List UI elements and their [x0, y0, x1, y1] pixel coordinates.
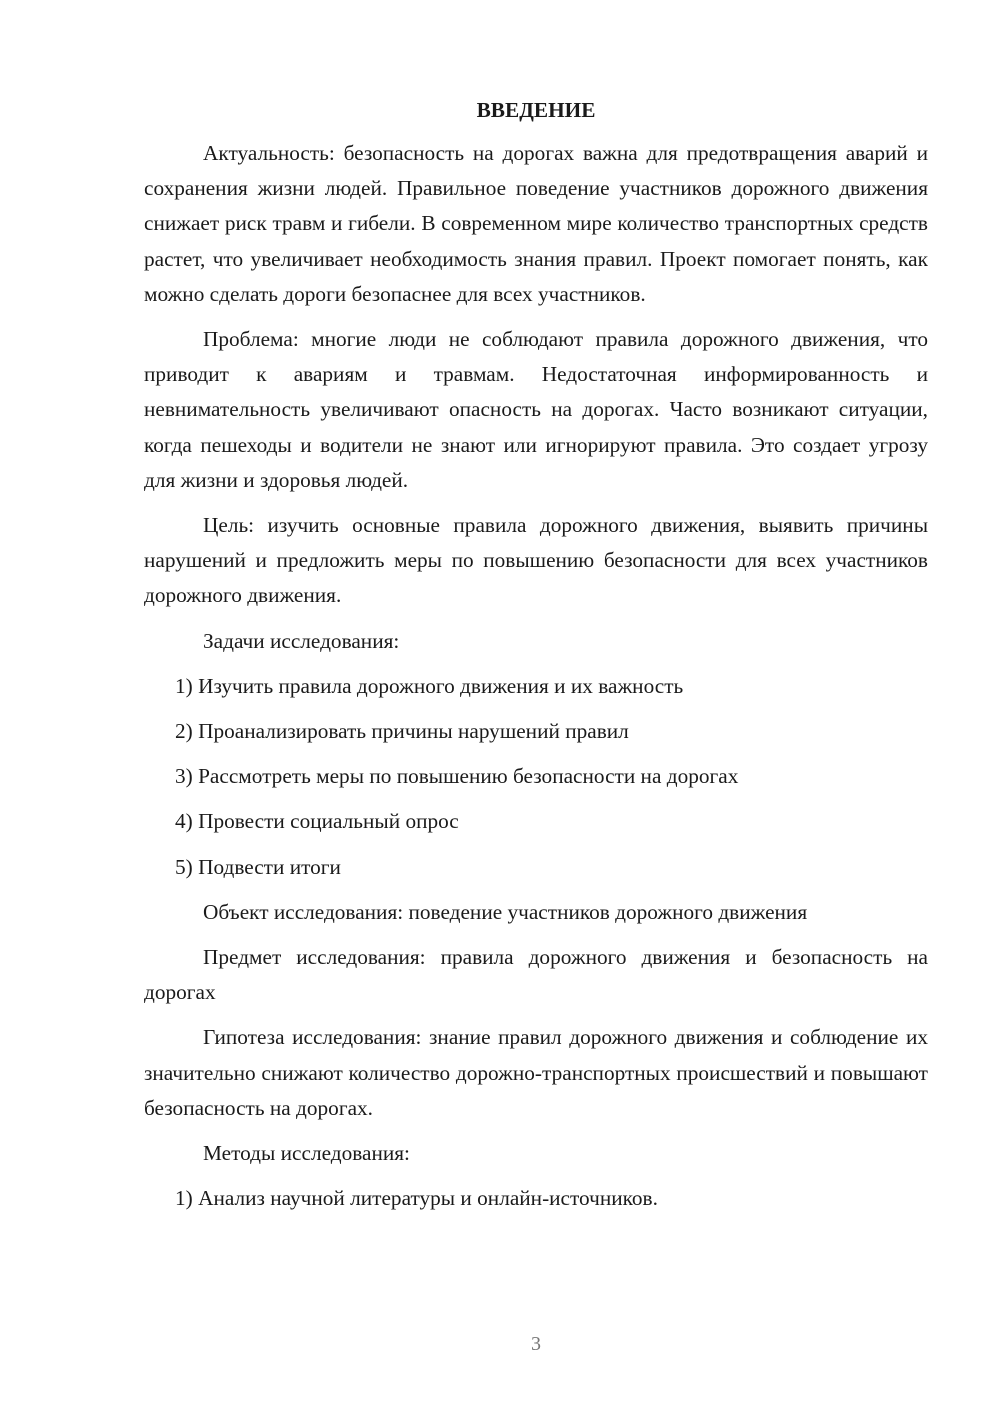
list-item: 1) Анализ научной литературы и онлайн-источников.: [175, 1186, 658, 1211]
list-item: 4) Провести социальный опрос: [175, 809, 459, 834]
paragraph-relevance: Актуальность: безопасность на дорогах важна для предотвращения аварий и сохранения жизни людей. Правильное поведение участников дорожного движения снижает риск травм и гибели. В современном мире количество транспортных средств растет, что увеличивает необходимость знания правил. Проект помогает понять, как можно сделать дороги безопаснее для всех участников.: [144, 141, 928, 306]
paragraph-object: Объект исследования: поведение участников дорожного движения: [203, 899, 808, 924]
document-page: [144, 93, 928, 1226]
tasks-list: [144, 669, 928, 885]
paragraph-goal: Цель: изучить основные правила дорожного движения, выявить причины нарушений и предложить меры по повышению безопасности для всех участников дорожного движения.: [144, 513, 928, 608]
list-item: 1) Изучить правила дорожного движения и их важность: [175, 673, 684, 698]
methods-heading: Методы исследования:: [203, 1141, 410, 1166]
paragraph-subject: Предмет исследования: правила дорожного движения и безопасность на дорогах: [144, 945, 928, 1005]
methods-list: [144, 1181, 928, 1216]
page-title: ВВЕДЕНИЕ: [476, 98, 596, 122]
page-number: 3: [531, 1333, 541, 1355]
paragraph-hypothesis: Гипотеза исследования: знание правил дорожного движения и соблюдение их значительно снижают количество дорожно-транспортных происшествий и повышают безопасность на дорогах.: [144, 1025, 928, 1120]
list-item: 2) Проанализировать причины нарушений правил: [175, 719, 629, 744]
list-item: 3) Рассмотреть меры по повышению безопасности на дорогах: [175, 764, 739, 789]
paragraph-problem: Проблема: многие люди не соблюдают правила дорожного движения, что приводит к авариям и травмам. Недостаточная информированность и невнимательность увеличивают опасность на дорогах. Часто возникают ситуации, когда пешеходы и водители не знают или игнорируют правила. Это создает угрозу для жизни и здоровья людей.: [144, 327, 928, 492]
list-item: 5) Подвести итоги: [175, 854, 341, 879]
tasks-heading: Задачи исследования:: [203, 628, 400, 653]
